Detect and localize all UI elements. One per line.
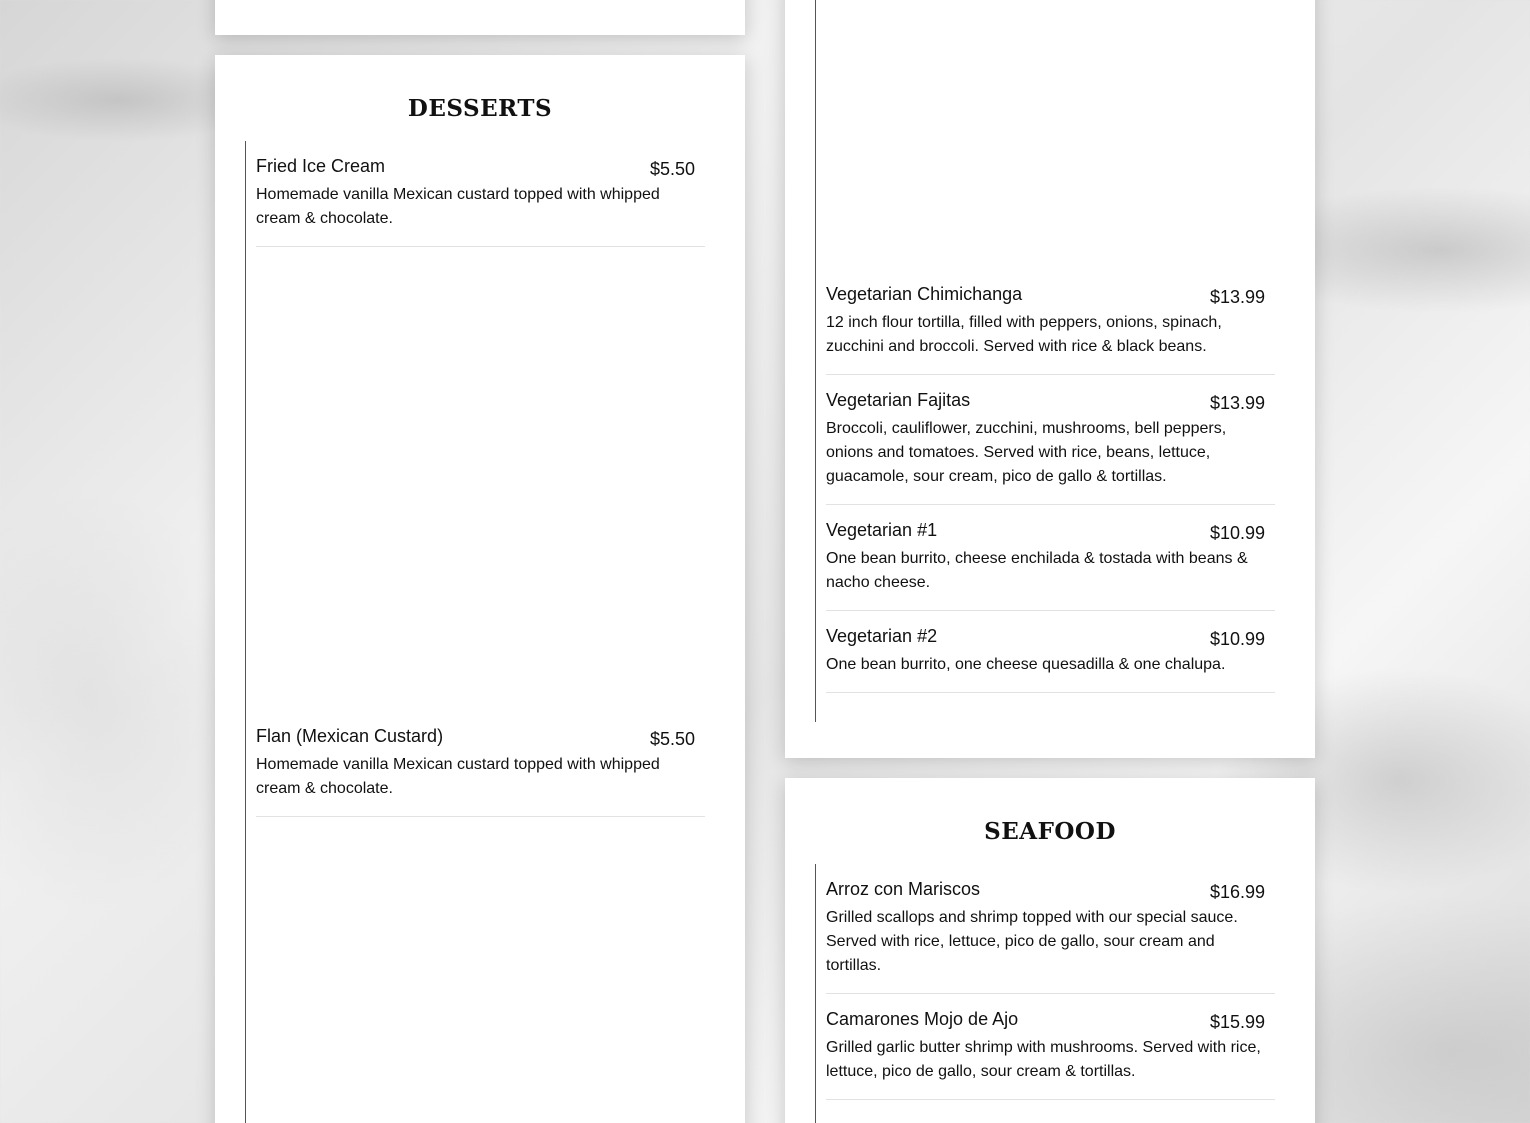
menu-item <box>826 283 1275 375</box>
menu-item-name: Flan (Mexican Custard) <box>256 726 444 746</box>
vegetarian-item-list <box>815 0 1276 722</box>
menu-item <box>826 878 1275 994</box>
menu-item-description: Homemade vanilla Mexican custard topped with whipped cream & chocolate. <box>256 756 660 797</box>
section-title-desserts: DESSERTS <box>407 95 553 122</box>
menu-item-name: Arroz con Mariscos <box>826 879 981 899</box>
menu-item-name: Vegetarian #1 <box>826 520 938 540</box>
menu-item <box>256 725 705 817</box>
menu-item <box>826 625 1275 693</box>
menu-item-price: $13.99 <box>1209 287 1265 307</box>
seafood-section <box>785 778 1315 1123</box>
desserts-item-list <box>245 141 706 1123</box>
menu-item-price: $10.99 <box>1209 629 1265 649</box>
menu-item-description: Grilled scallops and shrimp topped with our special sauce. Served with rice, lettuce, pico de gallo, sour cream and tortillas. <box>826 909 1238 974</box>
menu-item <box>826 389 1275 505</box>
menu-item-description: Grilled garlic butter shrimp with mushrooms. Served with rice, lettuce, pico de gallo, sour cream & tortillas. <box>826 1039 1261 1080</box>
menu-item-description: One bean burrito, cheese enchilada & tostada with beans & nacho cheese. <box>826 550 1248 591</box>
menu-item-name: Camarones Mojo de Ajo <box>826 1009 1019 1029</box>
menu-item-price: $10.99 <box>1209 523 1265 543</box>
menu-item-description: 12 inch flour tortilla, filled with peppers, onions, spinach, zucchini and broccoli. Served with rice & black beans. <box>826 314 1222 355</box>
menu-item-name: Vegetarian Fajitas <box>826 390 971 410</box>
menu-item-name: Vegetarian Chimichanga <box>826 284 1023 304</box>
desserts-section <box>215 55 745 1123</box>
section-title-seafood: SEAFOOD <box>984 818 1116 845</box>
previous-section-card <box>215 0 745 35</box>
menu-item-name: Vegetarian #2 <box>826 626 938 646</box>
vegetarian-section <box>785 0 1315 758</box>
menu-item-price: $15.99 <box>1209 1012 1265 1032</box>
menu-item-name: Fried Ice Cream <box>256 156 386 176</box>
menu-item-description: Homemade vanilla Mexican custard topped with whipped cream & chocolate. <box>256 186 660 227</box>
seafood-item-list <box>815 864 1276 1123</box>
menu-item-description: One bean burrito, one cheese quesadilla & one chalupa. <box>826 656 1226 673</box>
menu-item-price: $5.50 <box>649 729 695 749</box>
menu-item-description: Broccoli, cauliflower, zucchini, mushrooms, bell peppers, onions and tomatoes. Served with rice, beans, lettuce, guacamole, sour cream, pico de gallo & tortillas. <box>826 420 1227 485</box>
menu-item <box>826 1008 1275 1100</box>
menu-item <box>256 155 705 247</box>
menu-item-price: $16.99 <box>1209 882 1265 902</box>
menu-item <box>826 519 1275 611</box>
menu-item-price: $5.50 <box>649 159 695 179</box>
menu-item-price: $13.99 <box>1209 393 1265 413</box>
